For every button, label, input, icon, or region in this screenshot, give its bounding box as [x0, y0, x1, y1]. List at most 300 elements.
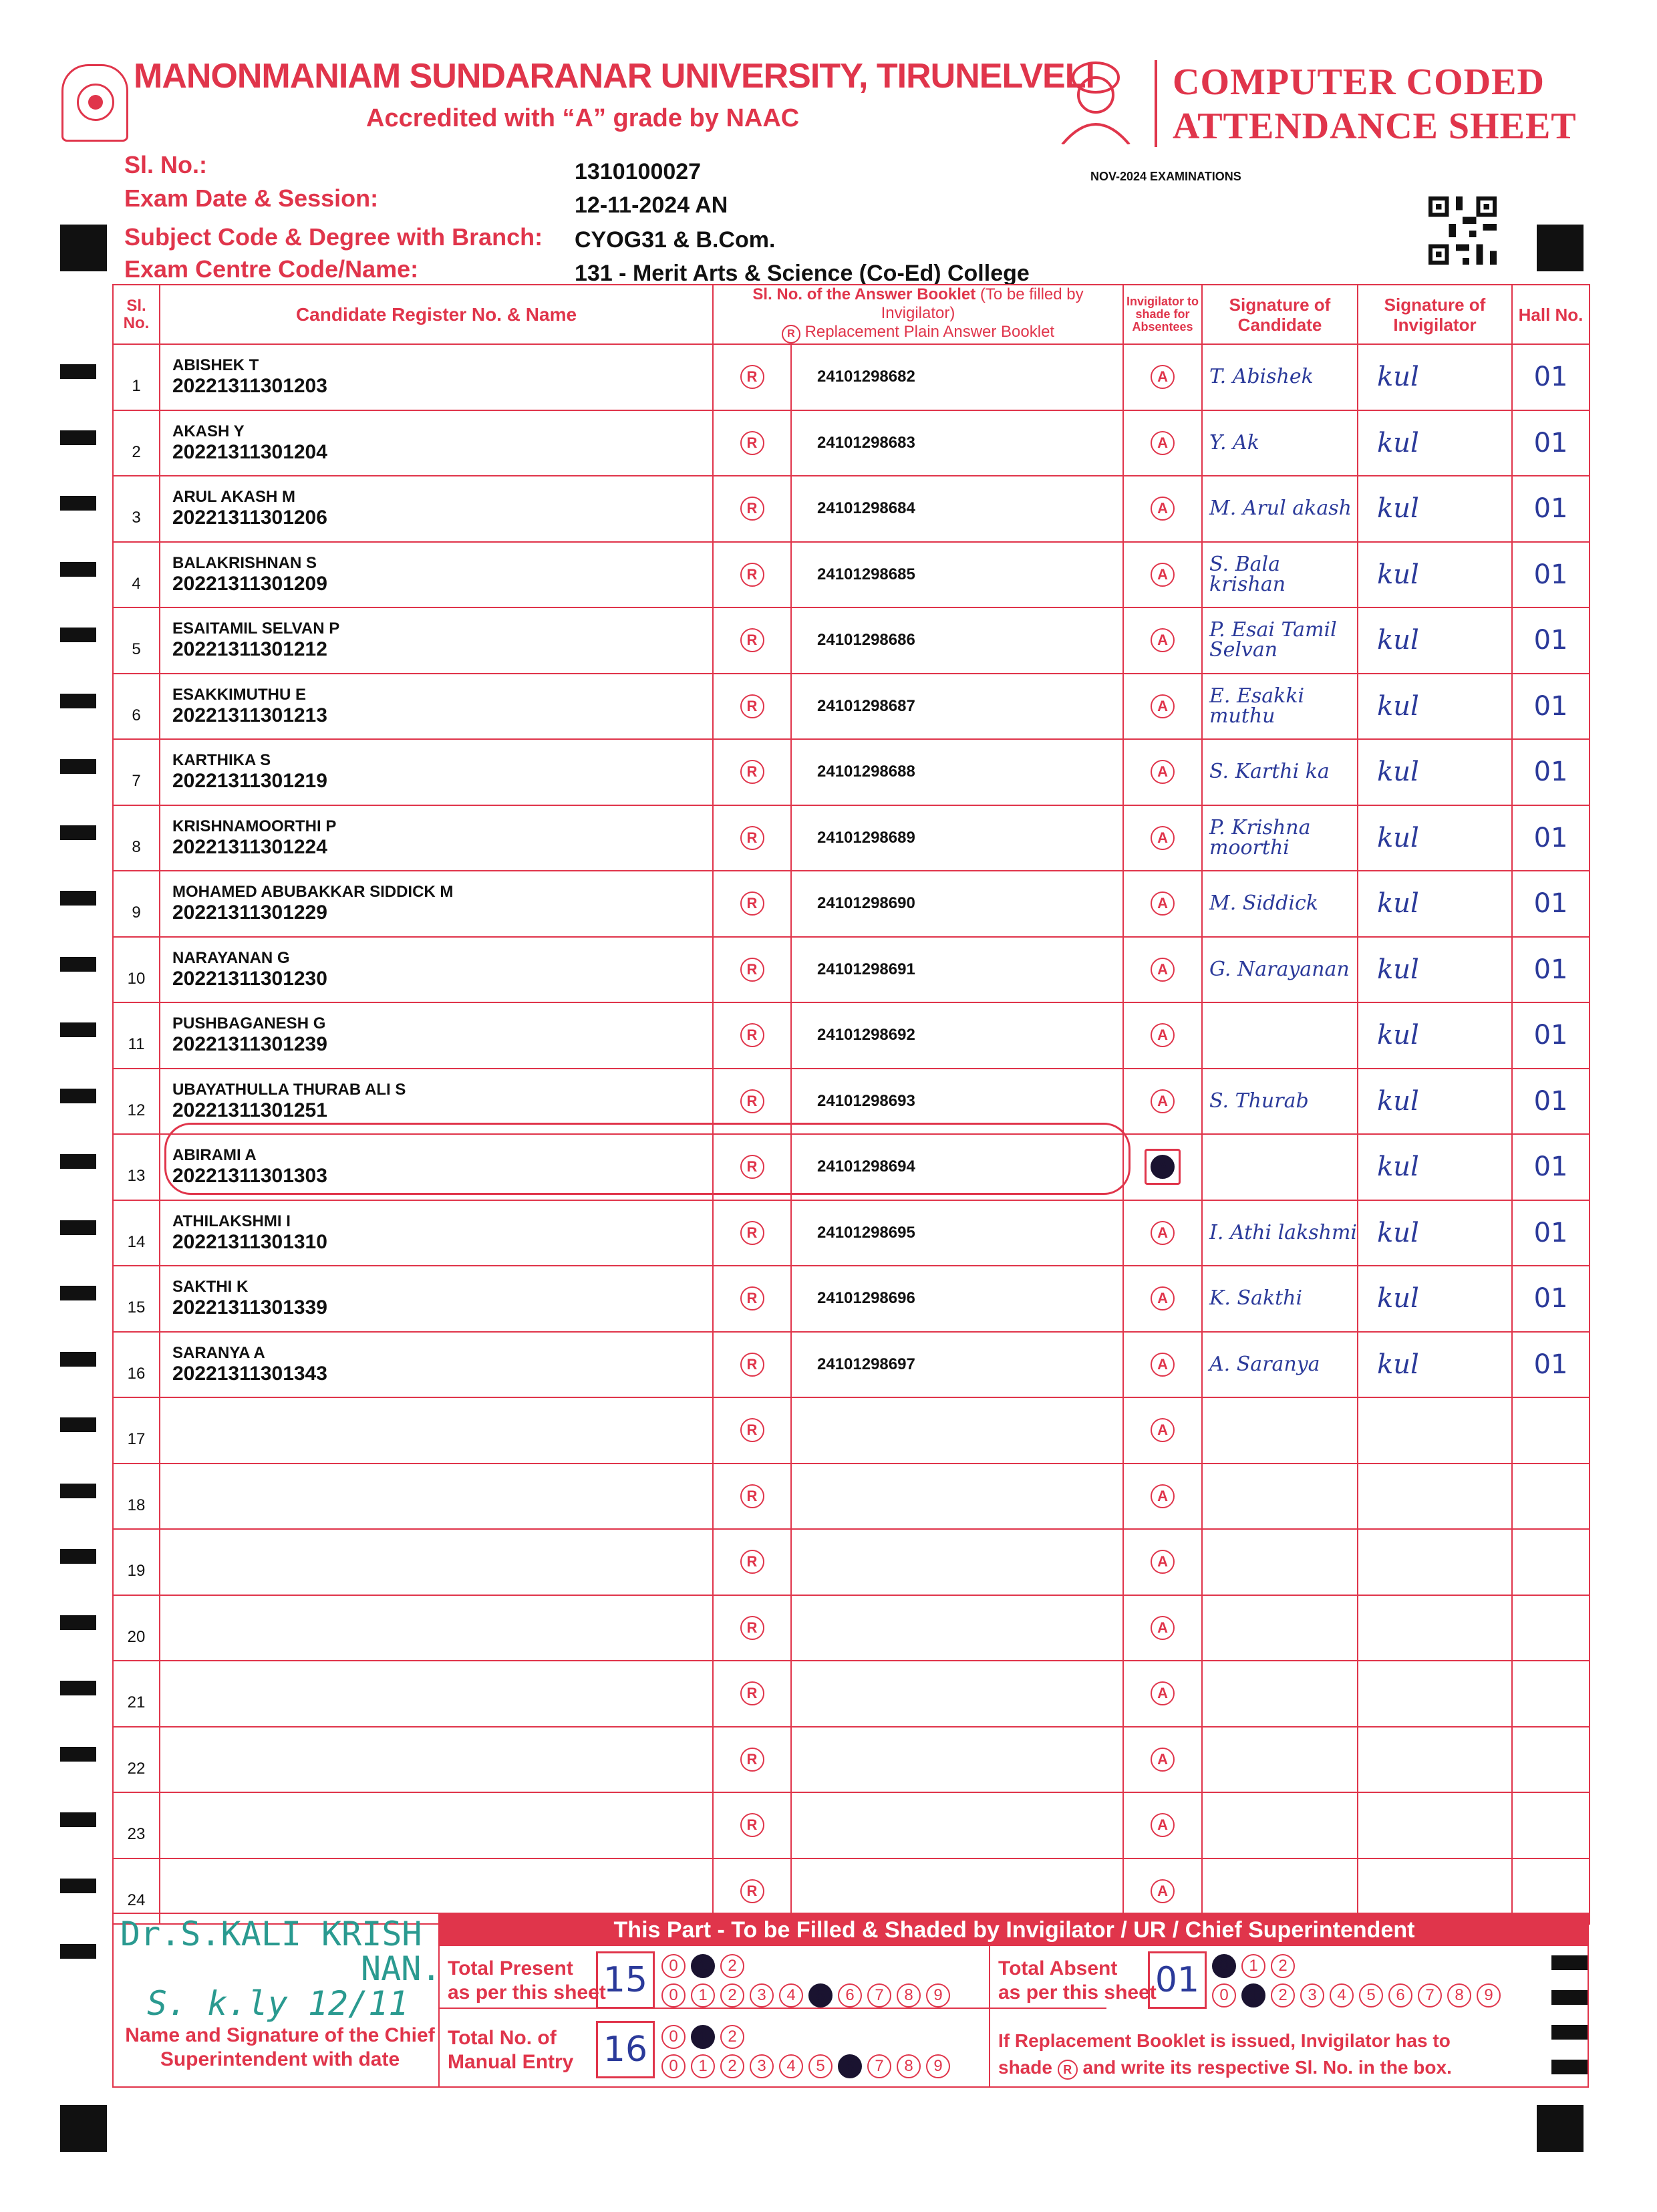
booklet-no[interactable]: 24101298697 [791, 1332, 1123, 1398]
booklet-no[interactable]: 24101298696 [791, 1266, 1123, 1332]
absent-bubble[interactable]: A [1151, 563, 1175, 587]
hall-no[interactable] [1512, 1595, 1590, 1661]
row-absent [1123, 1464, 1202, 1530]
hall-no[interactable]: 01 [1512, 1134, 1590, 1200]
manual-tens-bubbles[interactable] [661, 2025, 744, 2049]
booklet-no[interactable]: 24101298688 [791, 739, 1123, 805]
attendance-table [112, 284, 1590, 1925]
digit-bubble[interactable]: 0 [661, 1983, 686, 2008]
candidate-signature[interactable]: S. Thurab [1202, 1069, 1358, 1135]
header-divider [1155, 60, 1157, 147]
col-absent: Invigilator to shade for Absentees [1123, 285, 1202, 344]
hall-no[interactable] [1512, 1792, 1590, 1858]
digit-bubble[interactable]: 6 [838, 2054, 862, 2078]
digit-bubble[interactable]: 2 [720, 2054, 744, 2078]
present-tens-bubbles[interactable] [661, 1954, 744, 1978]
row-absent [1123, 1069, 1202, 1135]
candidate-name: KARTHIKA S [172, 751, 271, 770]
table-row [113, 674, 1590, 740]
row-absent [1123, 1332, 1202, 1398]
row-candidate [160, 739, 713, 805]
row-absent [1123, 1595, 1202, 1661]
candidate-signature[interactable]: I. Athi lakshmi [1202, 1200, 1358, 1266]
hall-no[interactable]: 01 [1512, 1332, 1590, 1398]
replace-bubble[interactable]: R [740, 891, 764, 916]
candidate-reg-no: 20221311301219 [172, 770, 327, 793]
hall-no[interactable]: 01 [1512, 1200, 1590, 1266]
booklet-no[interactable] [791, 1595, 1123, 1661]
candidate-signature[interactable] [1202, 1397, 1358, 1464]
present-units-bubbles[interactable] [661, 1983, 950, 2008]
replace-bubble[interactable]: R [740, 1879, 764, 1903]
booklet-no[interactable]: 24101298690 [791, 871, 1123, 937]
digit-bubble[interactable]: 9 [1477, 1983, 1501, 2008]
row-candidate [160, 805, 713, 871]
col-inv-sig: Signature of Invigilator [1358, 285, 1512, 344]
hall-no[interactable]: 01 [1512, 344, 1590, 410]
invigilator-signature[interactable]: kul [1358, 476, 1512, 542]
timing-mark [60, 957, 96, 972]
table-row [113, 1529, 1590, 1595]
absent-bubble[interactable]: A [1151, 694, 1175, 718]
candidate-reg-no: 20221311301239 [172, 1033, 327, 1056]
candidate-signature[interactable] [1202, 1727, 1358, 1793]
subject-value: CYOG31 & B.Com. [575, 227, 776, 253]
hall-no[interactable]: 01 [1512, 674, 1590, 740]
manual-label: Total No. of Manual Entry [448, 2027, 574, 2073]
row-replace [713, 476, 791, 542]
invigilator-signature[interactable]: kul [1358, 674, 1512, 740]
row-sl: 9 [113, 871, 160, 937]
invigilator-signature[interactable] [1358, 1661, 1512, 1727]
digit-bubble[interactable]: 2 [1271, 1954, 1295, 1978]
university-title: MANONMANIAM SUNDARANAR UNIVERSITY, TIRUNELVELI [134, 57, 1094, 96]
absent-bubble[interactable]: A [1151, 1418, 1175, 1442]
absent-bubble[interactable]: A [1151, 1484, 1175, 1508]
row-sl: 18 [113, 1464, 160, 1530]
row-absent [1123, 871, 1202, 937]
row-sl: 14 [113, 1200, 160, 1266]
replacement-note: If Replacement Booklet is issued, Invigilator has to shade R and write its respective Sl. No. in the box. [998, 2028, 1452, 2081]
table-row [113, 1661, 1590, 1727]
chief-label: Name and Signature of the Chief Superintendent with date [125, 2024, 435, 2070]
hall-no[interactable] [1512, 1661, 1590, 1727]
candidate-name: ABIRAMI A [172, 1146, 257, 1165]
registration-mark [1537, 2105, 1584, 2152]
hall-no[interactable]: 01 [1512, 476, 1590, 542]
row-candidate [160, 1397, 713, 1464]
absent-bubble[interactable]: A [1151, 1221, 1175, 1245]
digit-bubble[interactable]: 2 [720, 2025, 744, 2049]
digit-bubble[interactable]: 5 [1359, 1983, 1383, 2008]
row-absent [1123, 937, 1202, 1003]
candidate-reg-no: 20221311301224 [172, 835, 327, 858]
invigilator-signature[interactable]: kul [1358, 607, 1512, 674]
timing-mark [60, 364, 96, 379]
digit-bubble[interactable]: 9 [926, 1983, 950, 2008]
digit-bubble[interactable]: 4 [779, 1983, 803, 2008]
table-row [113, 1792, 1590, 1858]
digit-bubble[interactable]: 8 [897, 1983, 921, 2008]
replace-bubble[interactable]: R [740, 1418, 764, 1442]
row-candidate [160, 937, 713, 1003]
col-booklet-note: (To be filled by Invigilator) [881, 285, 1084, 322]
hall-no[interactable] [1512, 1464, 1590, 1530]
table-row [113, 871, 1590, 937]
candidate-signature[interactable]: M. Arul akash [1202, 476, 1358, 542]
candidate-name: PUSHBAGANESH G [172, 1014, 326, 1033]
absent-bubble[interactable]: A [1151, 1286, 1175, 1310]
centre-label: Exam Centre Code/Name: [124, 255, 419, 283]
row-absent [1123, 805, 1202, 871]
booklet-no[interactable]: 24101298686 [791, 607, 1123, 674]
absent-box [1145, 1149, 1181, 1185]
candidate-signature[interactable] [1202, 1792, 1358, 1858]
candidate-reg-no: 20221311301204 [172, 440, 327, 463]
candidate-signature[interactable] [1202, 1595, 1358, 1661]
candidate-signature[interactable]: P. Esai Tamil Selvan [1202, 607, 1358, 674]
replace-bubble[interactable]: R [740, 1484, 764, 1508]
candidate-signature[interactable] [1202, 1002, 1358, 1069]
hall-no[interactable]: 01 [1512, 1266, 1590, 1332]
qr-code-icon [1428, 196, 1497, 265]
replace-bubble[interactable]: R [740, 1813, 764, 1837]
invigilator-signature[interactable]: kul [1358, 410, 1512, 476]
digit-bubble[interactable]: 0 [661, 2025, 686, 2049]
candidate-signature[interactable]: Y. Ak [1202, 410, 1358, 476]
registration-mark [60, 2105, 107, 2152]
absent-bubble[interactable]: A [1151, 431, 1175, 455]
digit-bubble[interactable]: 0 [1212, 1954, 1236, 1978]
replace-bubble[interactable]: R [740, 1155, 764, 1179]
row-replace [713, 1661, 791, 1727]
candidate-signature[interactable]: S. Karthi ka [1202, 739, 1358, 805]
absent-bubble[interactable]: A [1151, 1155, 1175, 1179]
accreditation-text: Accredited with “A” grade by NAAC [366, 104, 800, 132]
digit-bubble[interactable]: 1 [691, 2054, 715, 2078]
row-replace [713, 1595, 791, 1661]
timing-mark [60, 628, 96, 642]
row-replace [713, 1464, 791, 1530]
booklet-no[interactable] [791, 1727, 1123, 1793]
absent-bubble[interactable]: A [1151, 1353, 1175, 1377]
invigilator-signature[interactable]: kul [1358, 542, 1512, 608]
col-booklet-sub: Replacement Plain Answer Booklet [804, 323, 1055, 341]
replace-bubble[interactable]: R [740, 1616, 764, 1640]
candidate-reg-no: 20221311301251 [172, 1099, 327, 1121]
absent-value[interactable]: 01 [1148, 1951, 1207, 2009]
invigilator-signature[interactable] [1358, 1727, 1512, 1793]
row-replace [713, 607, 791, 674]
booklet-no[interactable]: 24101298684 [791, 476, 1123, 542]
candidate-signature[interactable]: K. Sakthi [1202, 1266, 1358, 1332]
manual-value[interactable]: 16 [596, 2021, 655, 2078]
row-absent [1123, 674, 1202, 740]
digit-bubble[interactable]: 5 [808, 1983, 833, 2008]
invigilator-signature[interactable] [1358, 1529, 1512, 1595]
candidate-signature[interactable] [1202, 1134, 1358, 1200]
row-absent [1123, 1200, 1202, 1266]
booklet-no[interactable]: 24101298683 [791, 410, 1123, 476]
absent-bubble[interactable]: A [1151, 826, 1175, 850]
timing-mark [60, 1681, 96, 1695]
timing-mark [60, 1154, 96, 1169]
booklet-no[interactable] [791, 1464, 1123, 1530]
registration-mark [1537, 225, 1584, 271]
replace-bubble[interactable]: R [740, 563, 764, 587]
candidate-name: ABISHEK T [172, 356, 259, 375]
candidate-name: SARANYA A [172, 1343, 265, 1362]
digit-bubble[interactable]: 7 [1418, 1983, 1442, 2008]
digit-bubble[interactable]: 6 [1388, 1983, 1412, 2008]
digit-bubble[interactable]: 1 [691, 1954, 715, 1978]
absent-bubble[interactable]: A [1151, 1089, 1175, 1113]
candidate-signature[interactable] [1202, 1661, 1358, 1727]
absent-bubble[interactable]: A [1151, 365, 1175, 389]
invigilator-signature[interactable]: kul [1358, 1266, 1512, 1332]
exam-date-label: Exam Date & Session: [124, 184, 379, 212]
hall-no[interactable]: 01 [1512, 739, 1590, 805]
col-booklet-title: Sl. No. of the Answer Booklet [752, 285, 976, 303]
candidate-reg-no: 20221311301343 [172, 1362, 327, 1385]
invigilator-signature[interactable]: kul [1358, 871, 1512, 937]
absent-bubble[interactable]: A [1151, 1550, 1175, 1574]
absent-units-bubbles[interactable] [1212, 1983, 1501, 2008]
col-cand-sig: Signature of Candidate [1202, 285, 1358, 344]
invigilator-signature[interactable] [1358, 1595, 1512, 1661]
candidate-signature[interactable]: G. Narayanan [1202, 937, 1358, 1003]
booklet-no[interactable] [791, 1792, 1123, 1858]
candidate-signature[interactable]: A. Saranya [1202, 1332, 1358, 1398]
timing-mark [60, 1549, 96, 1564]
replace-bubble[interactable]: R [740, 1089, 764, 1113]
col-candidate: Candidate Register No. & Name [160, 285, 713, 344]
digit-bubble[interactable]: 0 [661, 1954, 686, 1978]
hall-no[interactable]: 01 [1512, 1002, 1590, 1069]
absent-bubble[interactable]: A [1151, 497, 1175, 521]
row-candidate [160, 1792, 713, 1858]
digit-bubble[interactable]: 1 [691, 1983, 715, 2008]
row-sl: 3 [113, 476, 160, 542]
table-row [113, 542, 1590, 608]
invigilator-signature[interactable]: kul [1358, 739, 1512, 805]
hall-no[interactable]: 01 [1512, 607, 1590, 674]
row-absent [1123, 542, 1202, 608]
booklet-no[interactable] [791, 1661, 1123, 1727]
digit-bubble[interactable]: 1 [691, 2025, 715, 2049]
replace-bubble[interactable]: R [740, 958, 764, 982]
absent-bubble[interactable]: A [1151, 891, 1175, 916]
digit-bubble[interactable]: 0 [661, 2054, 686, 2078]
replace-sample-icon: R [782, 325, 800, 343]
digit-bubble[interactable]: 3 [1300, 1983, 1324, 2008]
absent-bubble[interactable]: A [1151, 1616, 1175, 1640]
invigilator-signature[interactable] [1358, 1792, 1512, 1858]
replace-sample-icon: R [1058, 2060, 1078, 2080]
present-value[interactable]: 15 [596, 1951, 655, 2009]
booklet-no[interactable]: 24101298682 [791, 344, 1123, 410]
booklet-no[interactable]: 24101298685 [791, 542, 1123, 608]
row-replace [713, 674, 791, 740]
candidate-signature[interactable] [1202, 1529, 1358, 1595]
hall-no[interactable]: 01 [1512, 410, 1590, 476]
replace-bubble[interactable]: R [740, 760, 764, 784]
digit-bubble[interactable]: 3 [750, 2054, 774, 2078]
row-replace [713, 1727, 791, 1793]
hall-no[interactable]: 01 [1512, 805, 1590, 871]
digit-bubble[interactable]: 5 [808, 2054, 833, 2078]
candidate-reg-no: 20221311301230 [172, 967, 327, 990]
absent-bubble[interactable]: A [1151, 760, 1175, 784]
invigilator-signature[interactable] [1358, 1464, 1512, 1530]
booklet-no[interactable]: 24101298695 [791, 1200, 1123, 1266]
timing-mark [60, 1747, 96, 1762]
table-header [113, 285, 1590, 344]
absent-bubble[interactable]: A [1151, 1813, 1175, 1837]
hall-no[interactable]: 01 [1512, 1069, 1590, 1135]
invigilator-signature[interactable]: kul [1358, 1069, 1512, 1135]
row-candidate [160, 542, 713, 608]
table-row [113, 1464, 1590, 1530]
replace-bubble[interactable]: R [740, 497, 764, 521]
digit-bubble[interactable]: 3 [750, 1983, 774, 2008]
row-candidate [160, 1266, 713, 1332]
digit-bubble[interactable]: 7 [867, 1983, 891, 2008]
digit-bubble[interactable]: 2 [1271, 1983, 1295, 2008]
booklet-no[interactable]: 24101298691 [791, 937, 1123, 1003]
footer-divider [989, 1946, 990, 2086]
candidate-signature[interactable]: M. Siddick [1202, 871, 1358, 937]
row-sl: 13 [113, 1134, 160, 1200]
candidate-signature[interactable]: P. Krishna moorthi [1202, 805, 1358, 871]
candidate-name: ESAKKIMUTHU E [172, 685, 307, 704]
digit-bubble[interactable]: 8 [1447, 1983, 1471, 2008]
timing-mark [60, 1286, 96, 1300]
digit-bubble[interactable]: 7 [867, 2054, 891, 2078]
candidate-name: ESAITAMIL SELVAN P [172, 619, 340, 638]
timing-mark [60, 759, 96, 774]
digit-bubble[interactable]: 1 [1241, 1983, 1265, 2008]
absent-bubble[interactable]: A [1151, 1879, 1175, 1903]
row-absent [1123, 1727, 1202, 1793]
row-candidate [160, 1002, 713, 1069]
absent-bubble[interactable]: A [1151, 628, 1175, 652]
absent-bubble[interactable]: A [1151, 1023, 1175, 1047]
replace-bubble[interactable]: R [740, 694, 764, 718]
digit-bubble[interactable]: 9 [926, 2054, 950, 2078]
hall-no[interactable] [1512, 1397, 1590, 1464]
invigilator-signature[interactable]: kul [1358, 1332, 1512, 1398]
row-sl: 20 [113, 1595, 160, 1661]
footer-divider [438, 2008, 1106, 2009]
row-replace [713, 1002, 791, 1069]
replace-bubble[interactable]: R [740, 1748, 764, 1772]
digit-bubble[interactable]: 1 [1241, 1954, 1265, 1978]
table-row [113, 1002, 1590, 1069]
candidate-signature[interactable]: S. Bala krishan [1202, 542, 1358, 608]
candidate-name: NARAYANAN G [172, 948, 290, 967]
digit-bubble[interactable]: 0 [1212, 1983, 1236, 2008]
absent-bubble[interactable]: A [1151, 1681, 1175, 1705]
row-replace [713, 871, 791, 937]
row-candidate [160, 1595, 713, 1661]
booklet-no[interactable]: 24101298694 [791, 1134, 1123, 1200]
digit-bubble[interactable]: 4 [779, 2054, 803, 2078]
booklet-no[interactable] [791, 1397, 1123, 1464]
digit-bubble[interactable]: 6 [838, 1983, 862, 2008]
replace-bubble[interactable]: R [740, 431, 764, 455]
row-candidate [160, 1727, 713, 1793]
replace-bubble[interactable]: R [740, 826, 764, 850]
invigilator-signature[interactable] [1358, 1397, 1512, 1464]
digit-bubble[interactable]: 2 [720, 1954, 744, 1978]
hall-no[interactable]: 01 [1512, 542, 1590, 608]
candidate-signature[interactable]: T. Abishek [1202, 344, 1358, 410]
replace-bubble[interactable]: R [740, 1353, 764, 1377]
candidate-name: BALAKRISHNAN S [172, 553, 317, 572]
table-row [113, 937, 1590, 1003]
invigilator-signature[interactable]: kul [1358, 1134, 1512, 1200]
row-sl: 7 [113, 739, 160, 805]
present-label: Total Present as per this sheet [448, 1957, 606, 2003]
digit-bubble[interactable]: 2 [720, 1983, 744, 2008]
row-absent [1123, 344, 1202, 410]
row-absent [1123, 476, 1202, 542]
booklet-no[interactable]: 24101298693 [791, 1069, 1123, 1135]
replace-bubble[interactable]: R [740, 1023, 764, 1047]
booklet-no[interactable]: 24101298687 [791, 674, 1123, 740]
digit-bubble[interactable]: 8 [897, 2054, 921, 2078]
booklet-no[interactable]: 24101298692 [791, 1002, 1123, 1069]
candidate-signature[interactable]: E. Esakki muthu [1202, 674, 1358, 740]
table-row [113, 1397, 1590, 1464]
invigilator-signature[interactable]: kul [1358, 344, 1512, 410]
row-replace [713, 805, 791, 871]
replace-bubble[interactable]: R [740, 365, 764, 389]
replace-bubble[interactable]: R [740, 1681, 764, 1705]
sl-no-value: 1310100027 [575, 159, 702, 184]
replace-bubble[interactable]: R [740, 1550, 764, 1574]
absent-tens-bubbles[interactable] [1212, 1954, 1295, 1978]
candidate-signature[interactable] [1202, 1464, 1358, 1530]
replace-bubble[interactable]: R [740, 1286, 764, 1310]
hall-no[interactable] [1512, 1727, 1590, 1793]
invigilator-signature[interactable]: kul [1358, 937, 1512, 1003]
booklet-no[interactable] [791, 1529, 1123, 1595]
hall-no[interactable]: 01 [1512, 937, 1590, 1003]
row-sl: 12 [113, 1069, 160, 1135]
invigilator-signature[interactable]: kul [1358, 805, 1512, 871]
absent-bubble[interactable]: A [1151, 958, 1175, 982]
row-absent [1123, 1266, 1202, 1332]
replace-bubble[interactable]: R [740, 1221, 764, 1245]
digit-bubble[interactable]: 4 [1330, 1983, 1354, 2008]
row-candidate [160, 871, 713, 937]
hall-no[interactable] [1512, 1529, 1590, 1595]
hall-no[interactable]: 01 [1512, 871, 1590, 937]
absentee-highlight [164, 1123, 1131, 1195]
row-sl: 21 [113, 1661, 160, 1727]
footer-panel [112, 1913, 1589, 2088]
booklet-no[interactable]: 24101298689 [791, 805, 1123, 871]
chief-name-handwritten [120, 1917, 441, 2021]
invigilator-signature[interactable]: kul [1358, 1002, 1512, 1069]
absent-bubble[interactable]: A [1151, 1748, 1175, 1772]
replace-bubble[interactable]: R [740, 628, 764, 652]
sheet-title-line1: COMPUTER CODED [1173, 61, 1545, 103]
invigilator-signature[interactable]: kul [1358, 1200, 1512, 1266]
manual-units-bubbles[interactable] [661, 2054, 950, 2078]
